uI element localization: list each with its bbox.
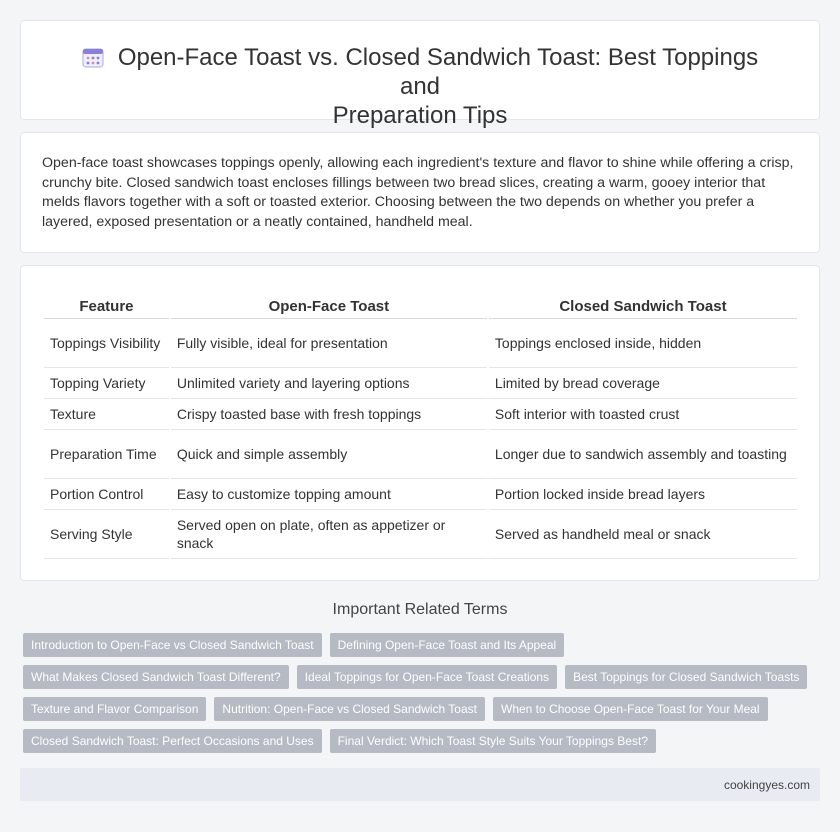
term-row [23,697,823,721]
open-face-cell: Crispy toasted base with fresh toppings [171,399,487,430]
feature-cell: Serving Style [44,510,169,559]
related-terms-heading: Important Related Terms [332,601,508,618]
closed-sandwich-cell: Longer due to sandwich assembly and toasting [489,430,797,479]
title-line-2: Preparation Tips [332,102,508,129]
table-row [44,430,797,479]
table-row [44,479,797,510]
open-face-cell: Quick and simple assembly [171,430,487,479]
table-row [44,368,797,399]
page-title [21,43,819,130]
table-row [44,399,797,430]
term-link[interactable]: What Makes Closed Sandwich Toast Different? [23,665,289,689]
table-row [44,510,797,559]
table-row [44,319,797,368]
term-link[interactable]: Best Toppings for Closed Sandwich Toasts [565,665,807,689]
footer [20,768,820,801]
intro-paragraph: Open-face toast showcases toppings openly, allowing each ingredient's texture and flavor to shine while offering a crisp, crunchy bite. Closed sandwich toast encloses fillings between two bread slices, creating a warm, gooey interior that melds flavors together with a soft or toasted exterior. Choosing between the two depends on whether you prefer a layered, exposed presentation or a neatly contained, handheld meal. [42,155,794,230]
calendar-icon [82,46,104,68]
footer-site-name[interactable]: cookingyes.com [723,778,810,792]
closed-sandwich-cell: Soft interior with toasted crust [489,399,797,430]
feature-cell: Preparation Time [44,430,169,479]
feature-cell: Texture [44,399,169,430]
open-face-cell: Easy to customize topping amount [171,479,487,510]
title-line-1: Open-Face Toast vs. Closed Sandwich Toast: Best Toppings and [117,44,759,100]
open-face-cell: Served open on plate, often as appetizer or snack [171,510,487,559]
term-link[interactable]: Closed Sandwich Toast: Perfect Occasions and Uses [23,729,322,753]
closed-sandwich-cell: Toppings enclosed inside, hidden [489,319,797,368]
header-open-face: Open-Face Toast [171,295,487,319]
open-face-cell: Unlimited variety and layering options [171,368,487,399]
feature-cell: Toppings Visibility [44,319,169,368]
closed-sandwich-cell: Limited by bread coverage [489,368,797,399]
related-terms [23,633,823,761]
term-row [23,665,823,689]
term-link[interactable]: Final Verdict: Which Toast Style Suits Your Toppings Best? [330,729,656,753]
feature-cell: Portion Control [44,479,169,510]
closed-sandwich-cell: Served as handheld meal or snack [489,510,797,559]
header-feature: Feature [44,295,169,319]
open-face-cell: Fully visible, ideal for presentation [171,319,487,368]
term-link[interactable]: Texture and Flavor Comparison [23,697,206,721]
term-link[interactable]: When to Choose Open-Face Toast for Your Meal [493,697,768,721]
header-closed-sandwich: Closed Sandwich Toast [489,295,797,319]
comparison-table [42,295,799,559]
table-header-row [44,295,797,319]
intro-card [20,132,820,253]
term-link[interactable]: Introduction to Open-Face vs Closed Sandwich Toast [23,633,322,657]
closed-sandwich-cell: Portion locked inside bread layers [489,479,797,510]
title-card [20,20,820,129]
term-row [23,633,823,657]
feature-cell: Topping Variety [44,368,169,399]
term-link[interactable]: Ideal Toppings for Open-Face Toast Creations [297,665,557,689]
comparison-card [20,265,820,581]
term-link[interactable]: Nutrition: Open-Face vs Closed Sandwich Toast [214,697,485,721]
term-row [23,729,823,753]
term-link[interactable]: Defining Open-Face Toast and Its Appeal [330,633,565,657]
